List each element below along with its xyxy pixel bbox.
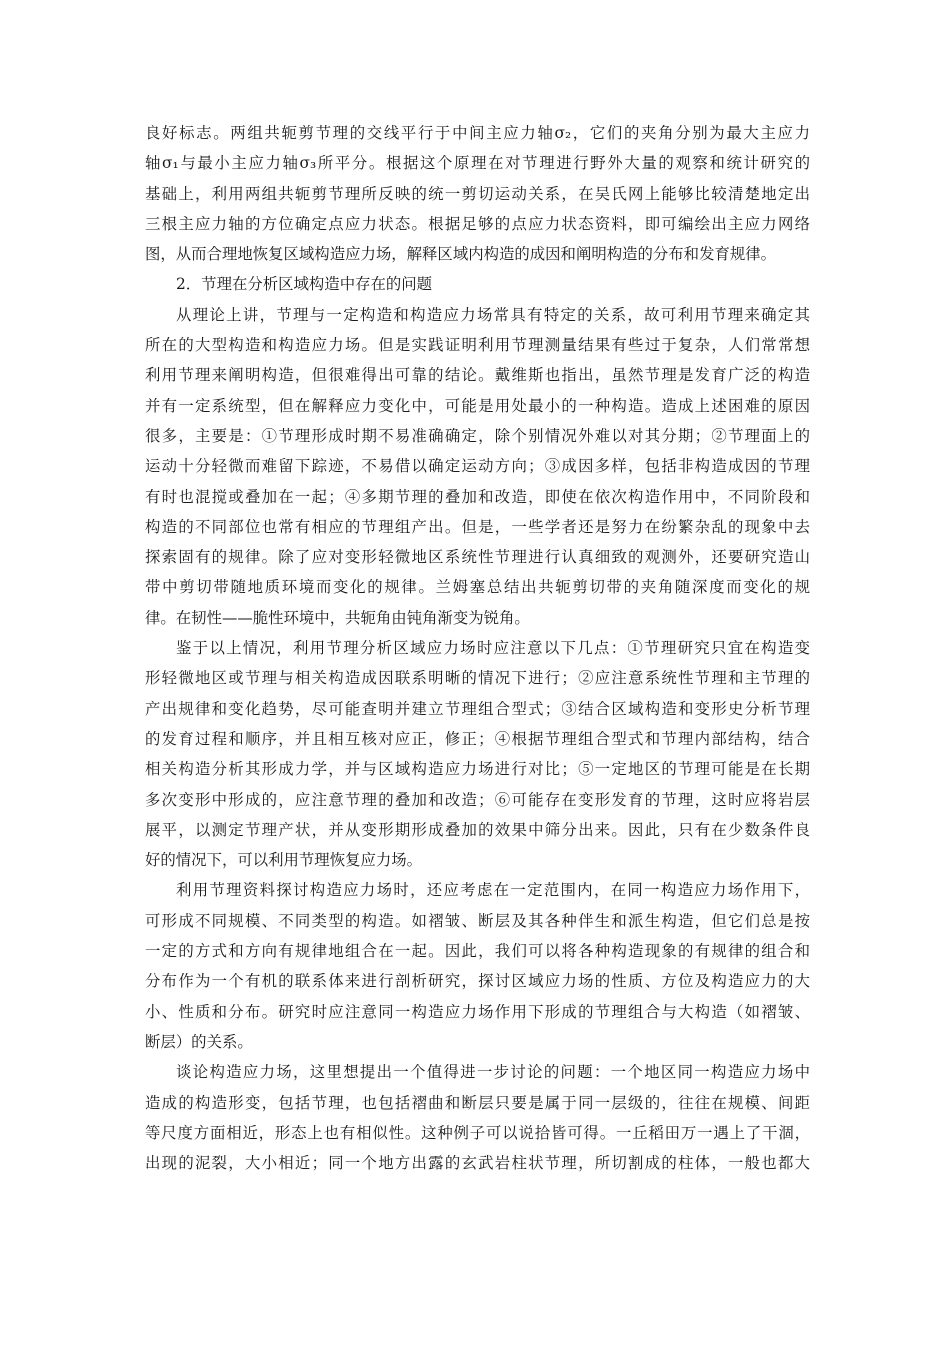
text-line: 所在的大型构造和构造应力场。但是实践证明利用节理测量结果有些过于复杂，人们常常想 — [145, 336, 810, 355]
text-line: 谈论构造应力场，这里想提出一个值得进一步讨论的问题：一个地区同一构造应力场中 — [176, 1063, 810, 1082]
text-line: 多次变形中形成的，应注意节理的叠加和改造；⑥可能存在变形发育的节理，这时应将岩层 — [145, 790, 810, 809]
text-line: 有时也混搅或叠加在一起；④多期节理的叠加和改造，即使在依次构造作用中，不同阶段和 — [145, 487, 810, 506]
text-line: 很多，主要是：①节理形成时期不易准确确定，除个别情况外难以对其分期；②节理面上的 — [145, 426, 810, 445]
text-line: 鉴于以上情况，利用节理分析区域应力场时应注意以下几点：①节理研究只宜在构造变 — [176, 639, 810, 658]
text-line: 律。在韧性——脆性环境中，共轭角由钝角渐变为锐角。 — [145, 608, 530, 627]
text-line: 并有一定系统型，但在解释应力变化中，可能是用处最小的一种构造。造成上述困难的原因 — [145, 396, 810, 415]
text-line: 分布作为一个有机的联系体来进行剖析研究，探讨区域应力场的性质、方位及构造应力的大 — [145, 972, 810, 991]
text-line: 轴σ₁与最小主应力轴σ₃所平分。根据这个原理在对节理进行野外大量的观察和统计研究的 — [145, 154, 810, 173]
text-line: 可形成不同规模、不同类型的构造。如褶皱、断层及其各种伴生和派生构造，但它们总是按 — [145, 911, 810, 930]
text-line: 出现的泥裂，大小相近；同一个地方出露的玄武岩柱状节理，所切割成的柱体，一般也都大 — [145, 1154, 810, 1173]
text-line: 良好标志。两组共轭剪节理的交线平行于中间主应力轴σ₂，它们的夹角分别为最大主应力 — [145, 124, 810, 142]
text-line: 造成的构造形变，包括节理，也包括褶曲和断层只要是属于同一层级的，往往在规模、间距 — [145, 1093, 810, 1112]
text-line: 图，从而合理地恢复区域构造应力场，解释区域内构造的成因和阐明构造的分布和发育规律。 — [145, 245, 777, 264]
section-heading: 2．节理在分析区域构造中存在的问题 — [176, 275, 433, 294]
text-line: 三根主应力轴的方位确定点应力状态。根据足够的点应力状态资料，即可编绘出主应力网络 — [145, 214, 810, 233]
text-line: 小、性质和分布。研究时应注意同一构造应力场作用下形成的节理组合与大构造（如褶皱、 — [145, 1002, 810, 1021]
text-line: 从理论上讲，节理与一定构造和构造应力场常具有特定的关系，故可利用节理来确定其 — [176, 305, 810, 324]
text-line: 的发育过程和顺序，并且相互核对应正，修正；④根据节理组合型式和节理内部结构，结合 — [145, 729, 810, 748]
text-line: 断层）的关系。 — [145, 1032, 253, 1051]
text-line: 基础上，利用两组共轭剪节理所反映的统一剪切运动关系，在吴氏网上能够比较清楚地定出 — [145, 184, 810, 203]
text-line: 好的情况下，可以利用节理恢复应力场。 — [145, 851, 423, 870]
text-line: 带中剪切带随地质环境而变化的规律。兰姆塞总结出共轭剪切带的夹角随深度而变化的规 — [145, 578, 810, 597]
text-line: 利用节理来阐明构造，但很难得出可靠的结论。戴维斯也指出，虽然节理是发育广泛的构造 — [145, 366, 810, 385]
text-line: 形轻微地区或节理与相关构造成因联系明晰的情况下进行；②应注意系统性节理和主节理的 — [145, 669, 810, 688]
text-line: 运动十分轻微而难留下踪迹，不易借以确定运动方向；③成因多样，包括非构造成因的节理 — [145, 457, 810, 476]
text-line: 展平，以测定节理产状，并从变形期形成叠加的效果中筛分出来。因此，只有在少数条件良 — [145, 820, 810, 839]
body-text — [145, 118, 810, 1178]
text-line: 产出规律和变化趋势，尽可能查明并建立节理组合型式；③结合区域构造和变形史分析节理 — [145, 699, 810, 718]
text-line: 等尺度方面相近，形态上也有相似性。这种例子可以说拾皆可得。一丘稻田万一遇上了干涸， — [145, 1123, 810, 1142]
text-line: 利用节理资料探讨构造应力场时，还应考虑在一定范围内，在同一构造应力场作用下， — [176, 881, 810, 900]
text-line: 相关构造分析其形成力学，并与区域构造应力场进行对比；⑤一定地区的节理可能是在长期 — [145, 760, 810, 779]
text-line: 构造的不同部位也常有相应的节理组产出。但是，一些学者还是努力在纷繁杂乱的现象中去 — [145, 517, 810, 536]
text-line: 探索固有的规律。除了应对变形轻微地区系统性节理进行认真细致的观测外，还要研究造山 — [145, 548, 810, 567]
text-line: 一定的方式和方向有规律地组合在一起。因此，我们可以将各种构造现象的有规律的组合和 — [145, 942, 810, 961]
